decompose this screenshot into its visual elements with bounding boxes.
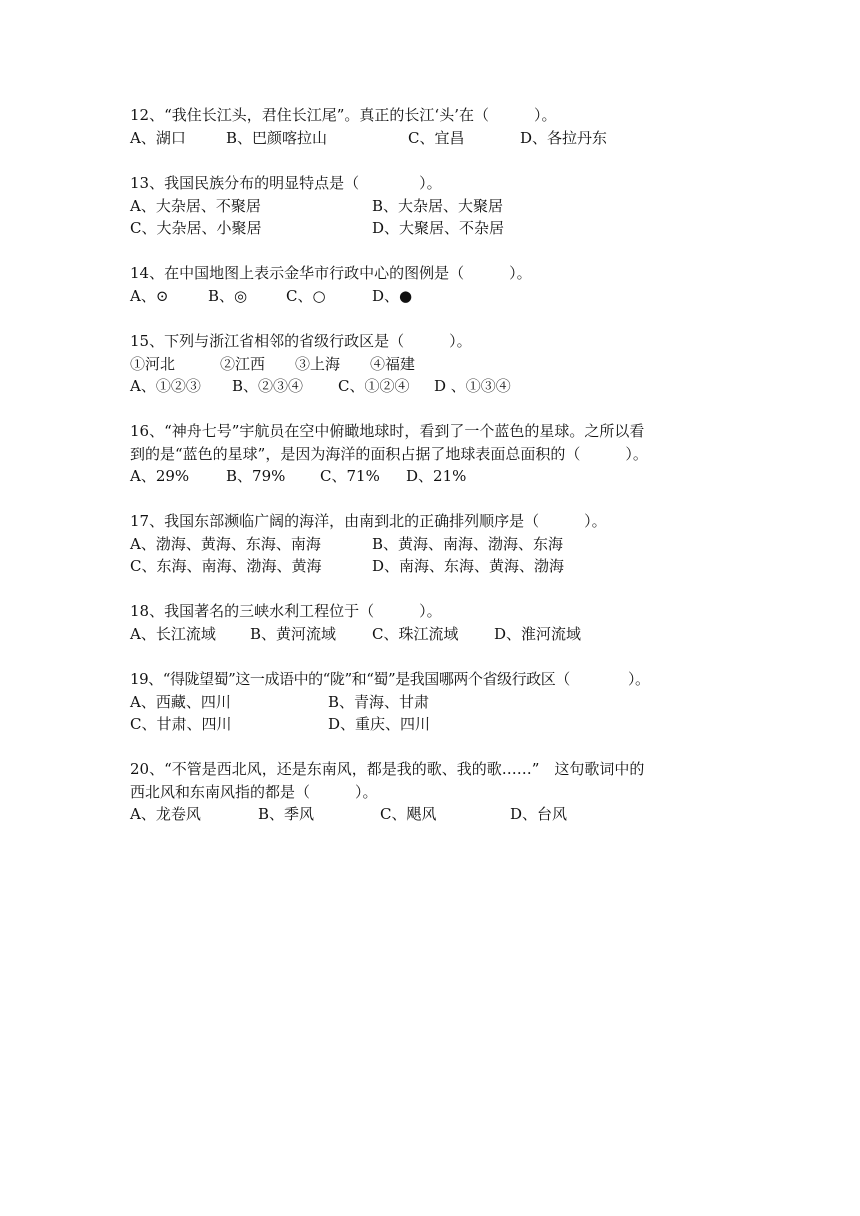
question-text: 16、“神舟七号”宇航员在空中俯瞰地球时，看到了一个蓝色的星球。之所以看: [130, 422, 645, 440]
option-c: C、①②④: [338, 377, 410, 395]
option-a: A、29%: [130, 467, 190, 485]
option-a: A、①②③: [130, 377, 201, 395]
question-text: 17、我国东部濒临广阔的海洋，由南到北的正确排列顺序是（ ）。: [130, 512, 607, 530]
question-12: [130, 104, 740, 149]
question-15: [130, 330, 740, 398]
question-text: 12、“我住长江头，君住长江尾”。真正的长江‘头’在（ ）。: [130, 106, 557, 124]
option-d: D 、①③④: [434, 377, 511, 395]
option-d: D、重庆、四川: [328, 715, 431, 733]
options-row: [130, 803, 740, 826]
option-d: D、台风: [510, 805, 568, 823]
options-row: [130, 285, 740, 308]
option-a: A、渤海、黄海、东海、南海: [130, 534, 321, 553]
question-13: [130, 172, 740, 240]
option-b: B、青海、甘肃: [328, 692, 430, 711]
option-b: B、黄河流域: [250, 624, 337, 643]
option-a: A、大杂居、不聚居: [130, 196, 261, 215]
question-text-continued: 到的是“蓝色的星球”，是因为海洋的面积占据了地球表面总面积的（ ）。: [130, 444, 648, 463]
question-text-continued: 西北风和东南风指的都是（ ）。: [130, 782, 378, 801]
question-text: 15、下列与浙江省相邻的省级行政区是（ ）。: [130, 332, 472, 350]
options-row: [130, 127, 740, 150]
option-d: D、淮河流域: [494, 624, 582, 643]
option-c: C、东海、南海、渤海、黄海: [130, 557, 322, 575]
question-19: [130, 668, 740, 736]
options-row: [130, 533, 740, 556]
options-row: [130, 555, 740, 578]
question-16: [130, 420, 740, 488]
option-a: A、龙卷风: [130, 805, 201, 823]
option-a: A、⊙: [130, 286, 169, 305]
question-14: [130, 262, 740, 307]
option-c: C、飓风: [380, 805, 437, 823]
option-b: B、巴颜喀拉山: [226, 128, 328, 147]
option-a: A、湖口: [130, 128, 186, 147]
question-text: 20、“不管是西北风，还是东南风，都是我的歌、我的歌……” 这句歌词中的: [130, 760, 645, 778]
options-row: [130, 691, 740, 714]
option-b: B、季风: [258, 805, 315, 823]
option-b: B、◎: [208, 286, 248, 305]
option-d: D、●: [372, 286, 413, 305]
option-c: C、珠江流域: [372, 624, 459, 643]
option-a: A、西藏、四川: [130, 692, 231, 711]
question-18: [130, 600, 740, 645]
option-c: C、○: [286, 286, 326, 305]
question-choices: ①河北 ②江西 ③上海 ④福建: [130, 354, 416, 373]
options-row: [130, 217, 740, 240]
options-row: [130, 465, 740, 488]
option-b: B、大杂居、大聚居: [372, 196, 504, 215]
question-text: 14、在中国地图上表示金华市行政中心的图例是（ ）。: [130, 264, 532, 282]
question-text: 13、我国民族分布的明显特点是（ ）。: [130, 174, 442, 192]
question-17: [130, 510, 740, 578]
option-a: A、长江流域: [130, 624, 216, 643]
option-d: D、大聚居、不杂居: [372, 219, 505, 237]
option-d: D、21%: [406, 467, 467, 485]
option-b: B、②③④: [232, 377, 304, 395]
options-row: [130, 623, 740, 646]
question-text: 19、“得陇望蜀”这一成语中的“陇”和“蜀”是我国哪两个省级行政区（ ）。: [130, 670, 650, 688]
option-c: C、大杂居、小聚居: [130, 219, 262, 237]
question-text: 18、我国著名的三峡水利工程位于（ ）。: [130, 602, 442, 620]
option-d: D、南海、东海、黄海、渤海: [372, 557, 565, 575]
question-20: [130, 758, 740, 826]
options-row: [130, 713, 740, 736]
options-row: [130, 375, 740, 398]
option-d: D、各拉丹东: [520, 128, 608, 147]
options-row: [130, 195, 740, 218]
option-c: C、71%: [320, 467, 380, 485]
option-b: B、79%: [226, 467, 286, 485]
option-c: C、甘肃、四川: [130, 715, 232, 733]
option-b: B、黄海、南海、渤海、东海: [372, 534, 564, 553]
option-c: C、宜昌: [408, 128, 465, 147]
